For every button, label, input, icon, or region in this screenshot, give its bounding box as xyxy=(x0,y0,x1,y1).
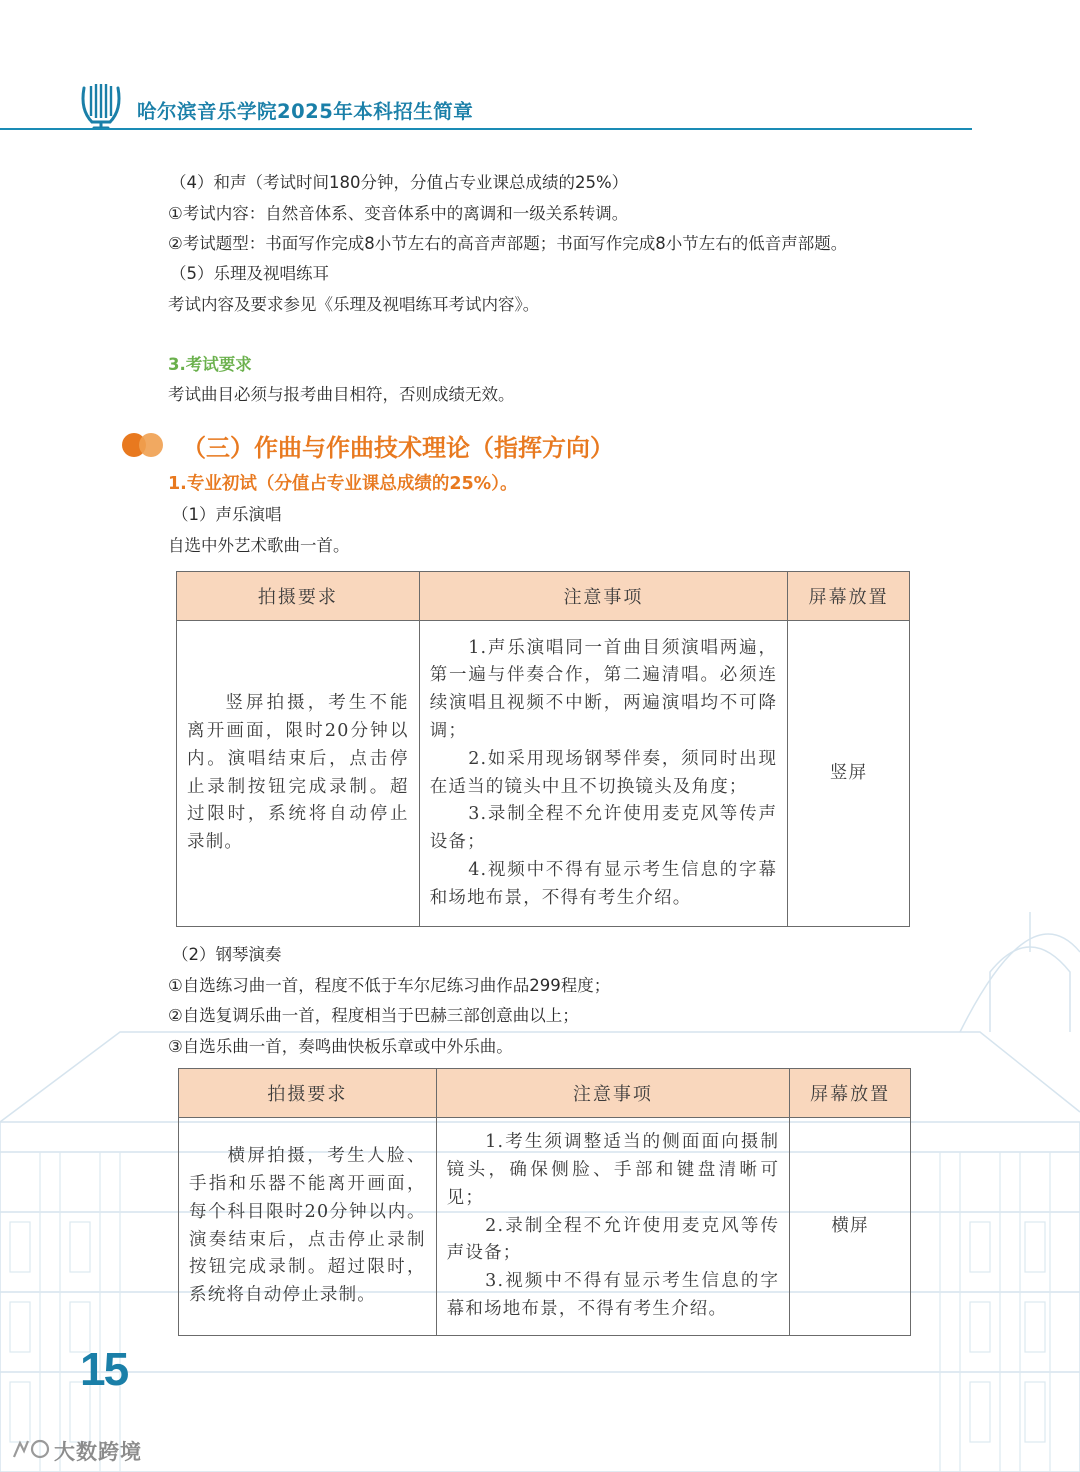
note-item: 3.录制全程不允许使用麦克风等传声设备； xyxy=(429,804,778,853)
preliminary-exam-heading: 1.专业初试（分值占专业课总成绩的25%）。 xyxy=(168,474,518,494)
harmony-question-type: ②考试题型：书面写作完成8小节左右的高音声部题；书面写作完成8小节左右的低音声部题。 xyxy=(168,234,848,253)
solfege-heading: （5）乐理及视唱练耳 xyxy=(170,264,329,283)
shooting-requirement-text: 竖屏拍摄，考生不能离开画面，限时20分钟以内。演唱结束后，点击停止录制按钮完成录制。超过限时，系统将自动停止录制。 xyxy=(187,693,409,853)
harmony-heading: （4）和声（考试时间180分钟，分值占专业课总成绩的25%） xyxy=(170,173,629,192)
harp-logo-icon xyxy=(78,80,124,130)
notes-cell xyxy=(436,1118,790,1336)
screen-orientation-cell: 横屏 xyxy=(790,1118,911,1336)
piano-item: ②自选复调乐曲一首，程度相当于巴赫三部创意曲以上； xyxy=(168,1006,579,1025)
table-header-screen: 屏幕放置 xyxy=(788,572,910,621)
shooting-requirement-text: 横屏拍摄，考生人脸、手指和乐器不能离开画面，每个科目限时20分钟以内。演奏结束后，点击停止录制按钮完成录制。超过限时，系统将自动停止录制。 xyxy=(189,1146,426,1306)
watermark-text: 大数跨境 xyxy=(54,1440,142,1464)
vocal-text: 自选中外艺术歌曲一首。 xyxy=(168,536,350,555)
exam-requirements-text: 考试曲目必须与报考曲目相符，否则成绩无效。 xyxy=(168,385,515,404)
table-header-notes: 注意事项 xyxy=(419,572,787,621)
table-header-shooting: 拍摄要求 xyxy=(179,1069,437,1118)
exam-requirements-heading: 3.考试要求 xyxy=(168,355,252,374)
page-number: 15 xyxy=(80,1343,128,1395)
note-item: 1.考生须调整适当的侧面面向摄制镜头，确保侧脸、手部和键盘清晰可见； xyxy=(446,1132,780,1208)
screen-orientation-cell: 竖屏 xyxy=(788,621,910,927)
piano-item: ③自选乐曲一首，奏鸣曲快板乐章或中外乐曲。 xyxy=(168,1037,513,1056)
note-item: 2.如采用现场钢琴伴奏，须同时出现在适当的镜头中且不切换镜头及角度； xyxy=(429,748,778,797)
header-title: 哈尔滨音乐学院2025年本科招生简章 xyxy=(137,100,474,123)
solfege-text: 考试内容及要求参见《乐理及视唱练耳考试内容》。 xyxy=(168,295,540,314)
notes-cell xyxy=(419,621,787,927)
note-item: 3.视频中不得有显示考生信息的字幕和场地布景，不得有考生介绍。 xyxy=(446,1271,780,1319)
piano-heading: （2）钢琴演奏 xyxy=(172,945,282,964)
table-header-notes: 注意事项 xyxy=(436,1069,790,1118)
table-header-shooting: 拍摄要求 xyxy=(177,572,420,621)
note-item: 1.声乐演唱同一首曲目须演唱两遍，第一遍与伴奏合作，第二遍清唱。必须连续演唱且视频不中断，两遍演唱均不可降调； xyxy=(429,637,778,741)
piano-requirements-table xyxy=(178,1068,911,1336)
shooting-requirement-cell xyxy=(179,1118,437,1336)
table-header-screen: 屏幕放置 xyxy=(790,1069,911,1118)
harmony-content: ①考试内容：自然音体系、变音体系中的离调和一级关系转调。 xyxy=(168,204,629,223)
piano-item: ①自选练习曲一首，程度不低于车尔尼练习曲作品299程度； xyxy=(168,976,611,995)
note-item: 2.录制全程不允许使用麦克风等传声设备； xyxy=(446,1215,780,1264)
section-title: （三）作曲与作曲技术理论（指挥方向） xyxy=(182,434,614,462)
header-divider xyxy=(0,128,972,130)
watermark-logo-icon xyxy=(10,1437,52,1461)
vocal-heading: （1）声乐演唱 xyxy=(172,505,282,524)
shooting-requirement-cell xyxy=(177,621,420,927)
note-item: 4.视频中不得有显示考生信息的字幕和场地布景，不得有考生介绍。 xyxy=(429,859,778,908)
section-bullet-icon xyxy=(122,432,166,458)
vocal-requirements-table xyxy=(176,571,910,927)
